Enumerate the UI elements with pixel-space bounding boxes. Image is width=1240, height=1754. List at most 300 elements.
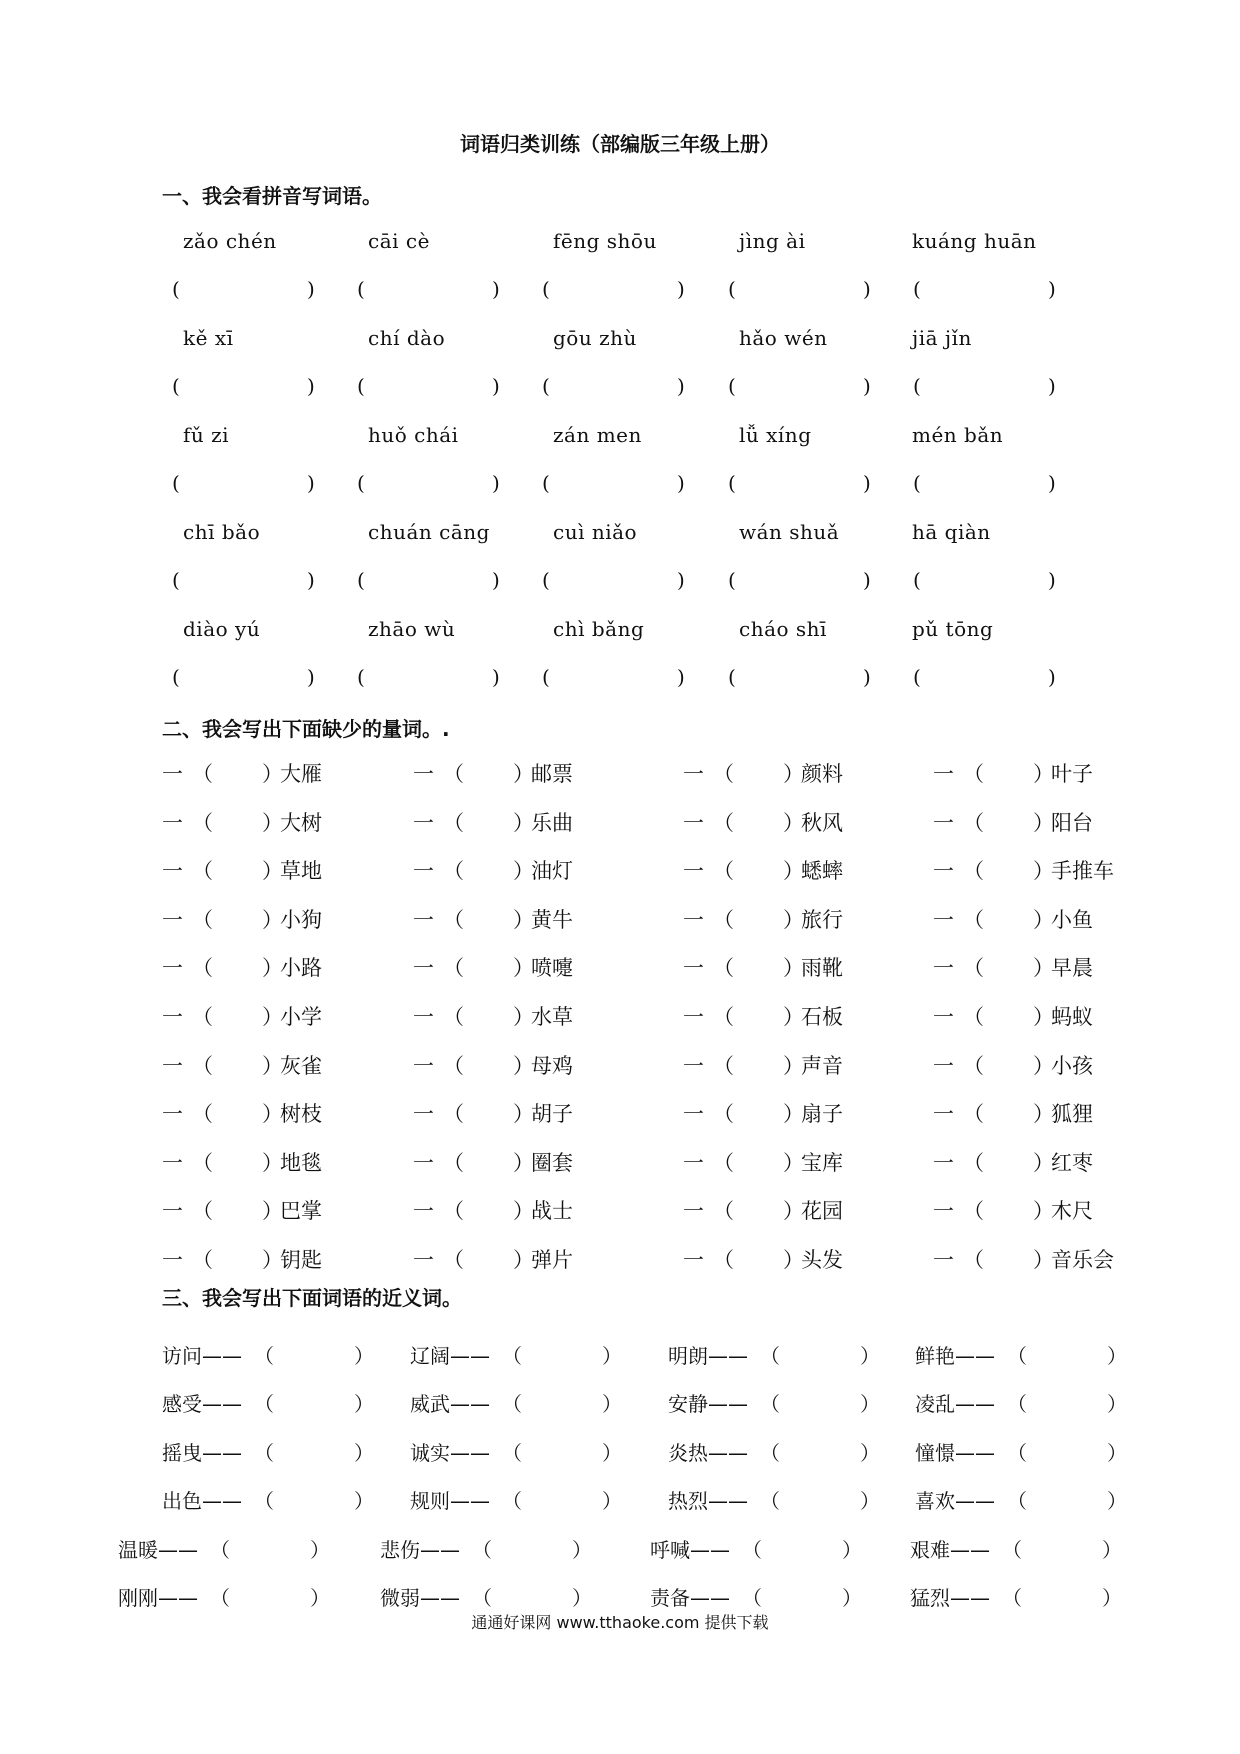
open-paren: （ [443,1248,464,1272]
synonym-word [650,1582,730,1611]
open-paren: （ [963,1248,984,1272]
noun-word: 小路 [280,956,322,980]
noun-word: 大树 [280,811,322,835]
answer-row [0,471,1240,505]
close-paren: ） [354,1489,374,1513]
number-one: 一 [162,762,183,786]
close-paren: ） [310,1586,330,1610]
close-paren: ） [262,1199,283,1223]
synonym-word [910,1582,990,1611]
number-one: 一 [933,1054,954,1078]
open-paren: ( [172,277,180,301]
close-paren: ） [262,762,283,786]
close-paren: ) [1048,665,1056,689]
word-text: 辽阔 [410,1344,450,1368]
answer-blank [357,471,500,495]
pinyin-text: zán men [553,423,642,447]
pinyin-text: jiā jǐn [912,326,972,350]
noun-word: 小学 [280,1005,322,1029]
close-paren: ) [1048,568,1056,592]
close-paren: ） [513,1102,534,1126]
synonym-row [0,1388,1240,1422]
open-paren: （ [192,1005,213,1029]
close-paren: ) [1048,374,1056,398]
synonym-word [162,1340,242,1369]
close-paren: ) [1048,471,1056,495]
noun-word: 树枝 [280,1102,322,1126]
open-paren: ( [913,568,921,592]
synonym-word [650,1534,730,1563]
open-paren: （ [713,1102,734,1126]
noun-word: 狐狸 [1051,1102,1093,1126]
open-paren: （ [1002,1586,1022,1610]
open-paren: （ [963,1151,984,1175]
dash: —— [690,1586,730,1610]
close-paren: ） [842,1586,862,1610]
open-paren: ( [172,665,180,689]
noun-word: 阳台 [1051,811,1093,835]
measure-word-row [0,807,1240,841]
number-one: 一 [683,811,704,835]
noun-word: 小狗 [280,908,322,932]
open-paren: （ [713,1005,734,1029]
number-one: 一 [683,1248,704,1272]
number-one: 一 [933,859,954,883]
synonym-word [668,1388,748,1417]
open-paren: ( [357,471,365,495]
word-text: 艰难 [910,1538,950,1562]
close-paren: ) [307,374,315,398]
synonym-word [380,1582,460,1611]
close-paren: ) [307,277,315,301]
close-paren: ） [262,956,283,980]
close-paren: ） [783,1151,804,1175]
synonym-word [410,1340,490,1369]
noun-word: 水草 [531,1005,573,1029]
open-paren: （ [742,1586,762,1610]
dash: —— [420,1586,460,1610]
answer-blank [728,277,871,301]
pinyin-text: hǎo wén [739,326,828,350]
answer-blank [913,471,1056,495]
noun-word: 黄牛 [531,908,573,932]
close-paren: ） [310,1538,330,1562]
noun-word: 石板 [801,1005,843,1029]
number-one: 一 [413,1005,434,1029]
number-one: 一 [413,762,434,786]
open-paren: ( [913,471,921,495]
word-text: 威武 [410,1392,450,1416]
close-paren: ） [1033,762,1054,786]
measure-word-row [0,1195,1240,1229]
open-paren: ( [172,374,180,398]
close-paren: ） [783,859,804,883]
open-paren: （ [192,1102,213,1126]
section-1-title: 一、我会看拼音写词语。 [162,184,382,208]
open-paren: （ [192,956,213,980]
noun-word: 钥匙 [280,1248,322,1272]
noun-word: 颜料 [801,762,843,786]
open-paren: （ [713,1151,734,1175]
pinyin-text: chuán cāng [368,520,490,544]
close-paren: ） [513,908,534,932]
word-text: 明朗 [668,1344,708,1368]
close-paren: ） [860,1489,880,1513]
close-paren: ) [307,568,315,592]
open-paren: ( [913,277,921,301]
open-paren: （ [443,859,464,883]
close-paren: ） [783,811,804,835]
word-text: 温暖 [118,1538,158,1562]
open-paren: （ [192,1199,213,1223]
word-text: 责备 [650,1586,690,1610]
open-paren: （ [760,1392,780,1416]
close-paren: ） [860,1441,880,1465]
close-paren: ) [863,374,871,398]
open-paren: （ [502,1489,522,1513]
open-paren: （ [713,1199,734,1223]
noun-word: 大雁 [280,762,322,786]
word-text: 鲜艳 [915,1344,955,1368]
number-one: 一 [162,1248,183,1272]
noun-word: 宝库 [801,1151,843,1175]
dash: —— [202,1344,242,1368]
synonym-word [915,1485,995,1514]
close-paren: ) [677,277,685,301]
open-paren: （ [713,1248,734,1272]
close-paren: ) [492,471,500,495]
measure-word-row [0,1098,1240,1132]
number-one: 一 [413,859,434,883]
number-one: 一 [162,1054,183,1078]
close-paren: ） [1033,859,1054,883]
noun-word: 草地 [280,859,322,883]
close-paren: ) [677,568,685,592]
number-one: 一 [933,1199,954,1223]
noun-word: 喷嚏 [531,956,573,980]
pinyin-text: diào yú [183,617,261,641]
close-paren: ） [354,1392,374,1416]
open-paren: ( [728,665,736,689]
close-paren: ） [783,908,804,932]
open-paren: （ [443,1102,464,1126]
pinyin-text: cháo shī [739,617,827,641]
dash: —— [708,1489,748,1513]
synonym-word [410,1388,490,1417]
number-one: 一 [162,811,183,835]
answer-blank [357,374,500,398]
word-text: 安静 [668,1392,708,1416]
open-paren: （ [210,1538,230,1562]
synonym-word [668,1437,748,1466]
noun-word: 巴掌 [280,1199,322,1223]
noun-word: 声音 [801,1054,843,1078]
section-2-title: 二、我会写出下面缺少的量词。. [162,717,450,741]
close-paren: ） [860,1344,880,1368]
synonym-word [118,1534,198,1563]
number-one: 一 [162,1005,183,1029]
answer-blank [357,665,500,689]
answer-row [0,374,1240,408]
answer-blank [172,471,315,495]
open-paren: ( [542,665,550,689]
dash: —— [158,1586,198,1610]
close-paren: ) [492,374,500,398]
measure-word-row [0,855,1240,889]
word-text: 呼喊 [650,1538,690,1562]
noun-word: 叶子 [1051,762,1093,786]
number-one: 一 [413,1248,434,1272]
open-paren: ( [728,471,736,495]
open-paren: （ [443,1199,464,1223]
measure-word-row [0,952,1240,986]
noun-word: 旅行 [801,908,843,932]
close-paren: ） [354,1344,374,1368]
word-text: 热烈 [668,1489,708,1513]
dash: —— [950,1538,990,1562]
measure-word-row [0,758,1240,792]
close-paren: ） [783,1054,804,1078]
pinyin-row [0,520,1240,554]
open-paren: （ [443,811,464,835]
open-paren: （ [713,908,734,932]
synonym-row [0,1534,1240,1568]
pinyin-text: cāi cè [368,229,430,253]
noun-word: 秋风 [801,811,843,835]
close-paren: ) [863,568,871,592]
open-paren: （ [760,1441,780,1465]
close-paren: ） [513,1054,534,1078]
open-paren: （ [1007,1344,1027,1368]
open-paren: （ [742,1538,762,1562]
close-paren: ） [513,811,534,835]
close-paren: ） [262,1054,283,1078]
close-paren: ） [1033,1005,1054,1029]
noun-word: 小鱼 [1051,908,1093,932]
close-paren: ) [307,665,315,689]
open-paren: （ [443,908,464,932]
noun-word: 木尺 [1051,1199,1093,1223]
dash: —— [955,1392,995,1416]
close-paren: ) [492,277,500,301]
dash: —— [690,1538,730,1562]
measure-word-row [0,1244,1240,1278]
close-paren: ） [513,1005,534,1029]
noun-word: 战士 [531,1199,573,1223]
synonym-word [380,1534,460,1563]
dash: —— [950,1586,990,1610]
number-one: 一 [683,1054,704,1078]
open-paren: （ [443,956,464,980]
open-paren: （ [713,859,734,883]
pinyin-text: fǔ zi [183,423,230,447]
answer-blank [913,374,1056,398]
word-text: 悲伤 [380,1538,420,1562]
number-one: 一 [933,1005,954,1029]
answer-blank [542,277,685,301]
open-paren: （ [192,1054,213,1078]
close-paren: ） [602,1441,622,1465]
answer-blank [172,277,315,301]
pinyin-text: pǔ tōng [912,617,994,641]
answer-blank [172,374,315,398]
pinyin-text: cuì niǎo [553,520,638,544]
number-one: 一 [162,1102,183,1126]
close-paren: ) [863,277,871,301]
word-text: 摇曳 [162,1441,202,1465]
answer-blank [357,568,500,592]
close-paren: ） [783,1199,804,1223]
pinyin-text: chī bǎo [183,520,261,544]
word-text: 喜欢 [915,1489,955,1513]
close-paren: ） [513,1199,534,1223]
open-paren: （ [760,1489,780,1513]
pinyin-text: zǎo chén [183,229,277,253]
number-one: 一 [683,1199,704,1223]
open-paren: （ [502,1441,522,1465]
noun-word: 头发 [801,1248,843,1272]
pinyin-text: hā qiàn [912,520,991,544]
number-one: 一 [413,811,434,835]
pinyin-text: chí dào [368,326,446,350]
open-paren: （ [502,1392,522,1416]
close-paren: ） [1033,1248,1054,1272]
word-text: 憧憬 [915,1441,955,1465]
word-text: 规则 [410,1489,450,1513]
footer-credit: 通通好课网 www.tthaoke.com 提供下载 [471,1613,769,1632]
close-paren: ） [1033,1199,1054,1223]
answer-row [0,277,1240,311]
number-one: 一 [413,956,434,980]
close-paren: ） [1102,1586,1122,1610]
dash: —— [955,1441,995,1465]
pinyin-row [0,617,1240,651]
close-paren: ） [1033,1054,1054,1078]
number-one: 一 [413,1199,434,1223]
number-one: 一 [162,1199,183,1223]
noun-word: 音乐会 [1051,1248,1114,1272]
answer-blank [542,665,685,689]
word-text: 凌乱 [915,1392,955,1416]
synonym-word [410,1485,490,1514]
close-paren: ） [572,1538,592,1562]
open-paren: ( [542,277,550,301]
number-one: 一 [413,908,434,932]
pinyin-text: mén bǎn [912,423,1004,447]
answer-blank [542,568,685,592]
measure-word-row [0,1147,1240,1181]
synonym-row [0,1437,1240,1471]
open-paren: （ [254,1392,274,1416]
close-paren: ) [307,471,315,495]
open-paren: （ [963,956,984,980]
open-paren: （ [760,1344,780,1368]
synonym-word [915,1388,995,1417]
pinyin-row [0,423,1240,457]
open-paren: （ [443,762,464,786]
close-paren: ） [262,859,283,883]
dash: —— [450,1489,490,1513]
open-paren: ( [913,665,921,689]
noun-word: 灰雀 [280,1054,322,1078]
open-paren: ( [357,374,365,398]
pinyin-text: fēng shōu [553,229,657,253]
word-text: 访问 [162,1344,202,1368]
open-paren: （ [963,1102,984,1126]
noun-word: 蟋蟀 [801,859,843,883]
number-one: 一 [933,762,954,786]
number-one: 一 [162,908,183,932]
open-paren: ( [542,374,550,398]
open-paren: （ [713,956,734,980]
close-paren: ) [1048,277,1056,301]
number-one: 一 [683,1151,704,1175]
word-text: 刚刚 [118,1586,158,1610]
synonym-row [0,1485,1240,1519]
number-one: 一 [933,811,954,835]
word-text: 微弱 [380,1586,420,1610]
open-paren: （ [713,811,734,835]
open-paren: （ [963,859,984,883]
close-paren: ） [860,1392,880,1416]
number-one: 一 [933,1102,954,1126]
close-paren: ) [863,471,871,495]
measure-word-row [0,904,1240,938]
close-paren: ） [1033,1151,1054,1175]
pinyin-text: chì bǎng [553,617,645,641]
dash: —— [202,1392,242,1416]
open-paren: （ [192,1248,213,1272]
synonym-word [910,1534,990,1563]
dash: —— [202,1489,242,1513]
number-one: 一 [413,1151,434,1175]
synonym-word [668,1340,748,1369]
open-paren: ( [172,568,180,592]
open-paren: （ [192,859,213,883]
answer-blank [728,374,871,398]
close-paren: ） [842,1538,862,1562]
open-paren: （ [963,908,984,932]
close-paren: ） [1033,956,1054,980]
close-paren: ） [1107,1441,1127,1465]
answer-blank [913,665,1056,689]
pinyin-text: kuáng huān [912,229,1037,253]
number-one: 一 [683,859,704,883]
open-paren: ( [542,568,550,592]
open-paren: （ [254,1441,274,1465]
open-paren: （ [472,1586,492,1610]
dash: —— [420,1538,460,1562]
close-paren: ） [262,1248,283,1272]
synonym-word [915,1340,995,1369]
open-paren: （ [1007,1392,1027,1416]
close-paren: ） [1107,1344,1127,1368]
open-paren: （ [443,1054,464,1078]
number-one: 一 [413,1102,434,1126]
number-one: 一 [933,1248,954,1272]
word-text: 出色 [162,1489,202,1513]
answer-blank [728,665,871,689]
synonym-word [668,1485,748,1514]
close-paren: ） [354,1441,374,1465]
close-paren: ） [1102,1538,1122,1562]
noun-word: 小孩 [1051,1054,1093,1078]
number-one: 一 [683,956,704,980]
pinyin-text: huǒ chái [368,423,459,447]
answer-row [0,568,1240,602]
noun-word: 花园 [801,1199,843,1223]
noun-word: 地毯 [280,1151,322,1175]
